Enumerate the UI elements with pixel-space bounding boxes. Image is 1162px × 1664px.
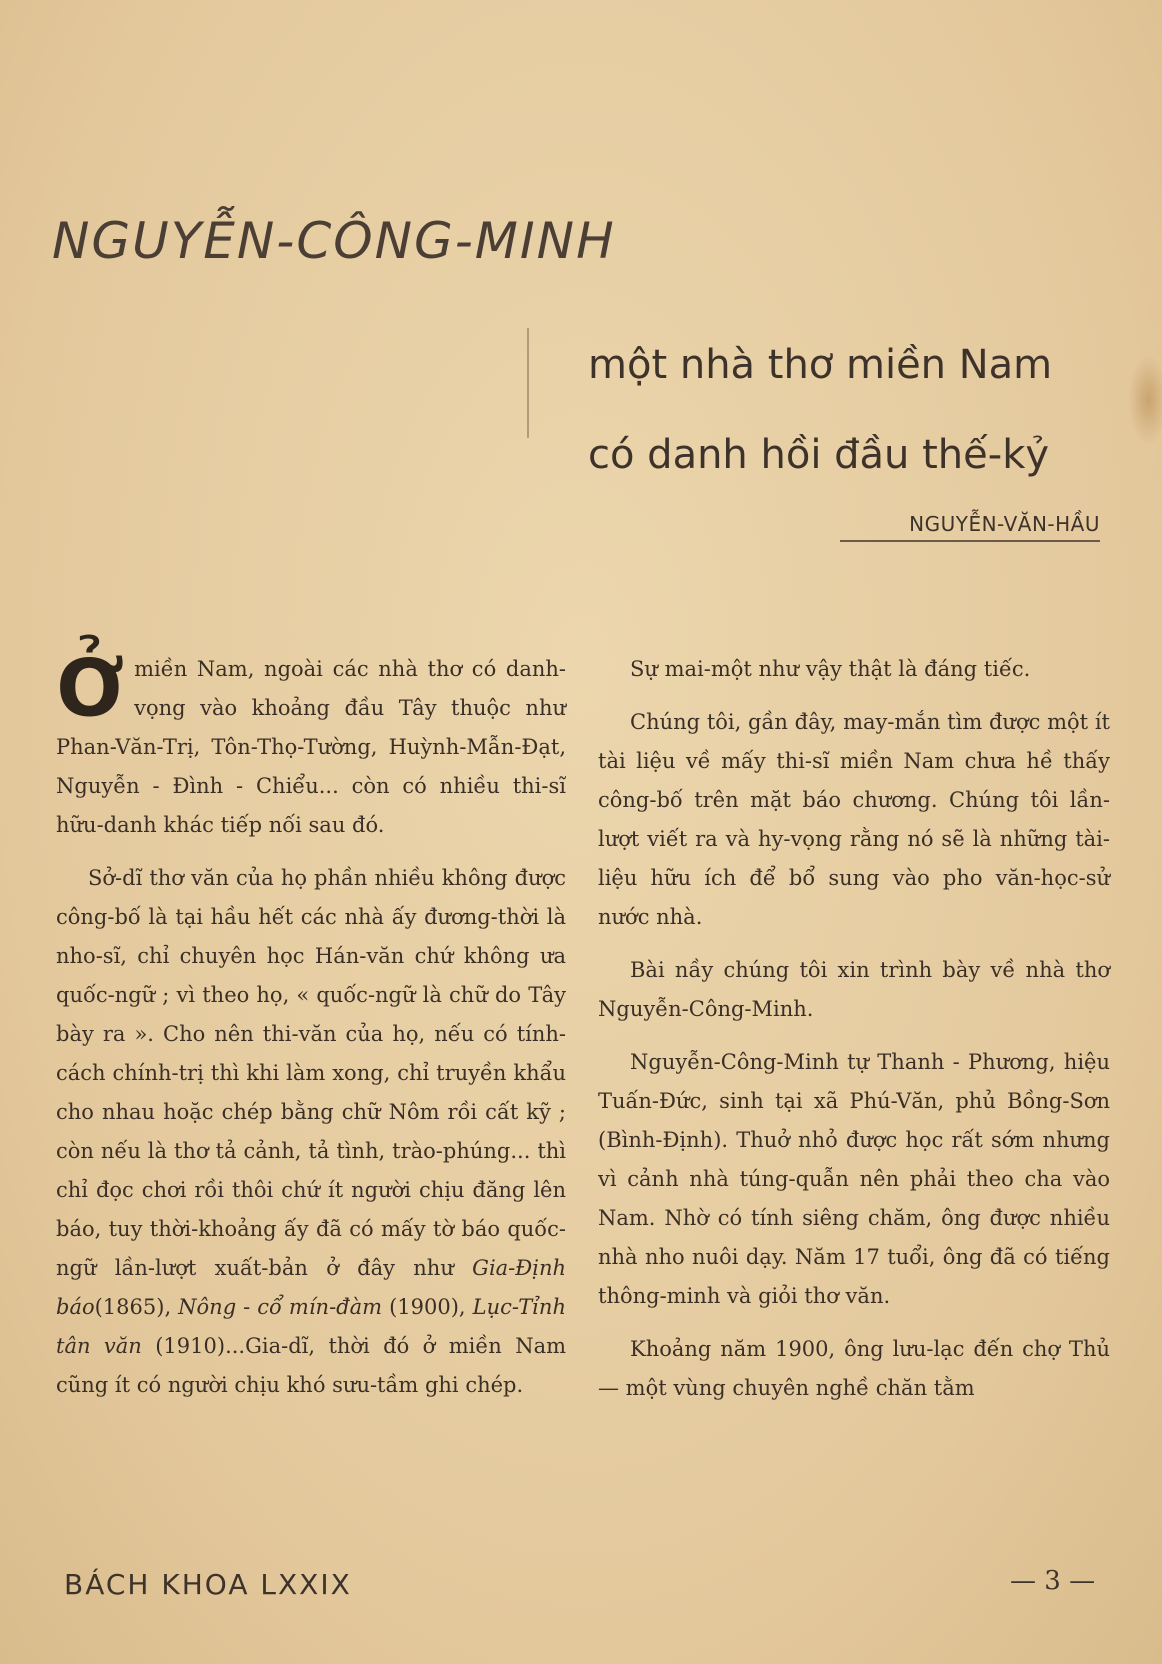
paragraph-text: (1910)...Gia-dĩ, thời đó ở miền Nam cũng ít có người chịu khó sưu-tầm ghi chép. [56, 1334, 567, 1397]
publication-name: Lục-Tỉnh tân văn [56, 1295, 566, 1358]
page-number: — 3 — [1010, 1566, 1096, 1596]
article-title: NGUYỄN-CÔNG-MINH [52, 212, 616, 270]
paragraph: Sự mai-một như vậy thật là đáng tiếc. [630, 657, 1031, 681]
drop-cap: Ở [56, 644, 125, 734]
left-column [56, 644, 567, 1419]
paragraph: Chúng tôi, gần đây, may-mắn tìm được một ít tài liệu về mấy thi-sĩ miền Nam chưa hề thấy công-bố trên mặt báo chương. Chúng tôi lần-lượt viết ra và hy-vọng rằng nó sẽ là những tài-liệu hữu ích để bổ sung vào pho văn-học-sử nước nhà. [598, 710, 1110, 929]
publication-footer: BÁCH KHOA LXXIX [64, 1568, 352, 1601]
paragraph: Nguyễn-Công-Minh tự Thanh - Phương, hiệu Tuấn-Đức, sinh tại xã Phú-Văn, phủ Bồng-Sơn (Bình-Định). Thuở nhỏ được học rất sớm nhưng vì cảnh nhà túng-quẫn nên phải theo cha vào Nam. Nhờ có tính siêng chăm, ông được nhiều nhà nho nuôi dạy. Năm 17 tuổi, ông đã có tiếng thông-minh và giỏi thơ văn. [598, 1050, 1110, 1308]
paper-stain [1128, 355, 1162, 445]
subtitle-line-1: một nhà thơ miền Nam [588, 342, 1053, 388]
paragraph-text: miền Nam, ngoài các nhà thơ có danh-vọng vào khoảng đầu Tây thuộc như Phan-Văn-Trị, Tôn-Thọ-Tường, Huỳnh-Mẫn-Đạt, Nguyễn - Đình - Chiểu... còn có nhiều thi-sĩ hữu-danh khác tiếp nối sau đó. [56, 657, 566, 837]
paragraph-text: (1900), [389, 1295, 466, 1319]
paragraph: Bài nầy chúng tôi xin trình bày về nhà thơ Nguyễn-Công-Minh. [598, 958, 1110, 1021]
paragraph-text: (1865), [94, 1295, 172, 1319]
publication-name: Gia-Định báo [56, 1256, 566, 1319]
paragraph-text: Sở-dĩ thơ văn của họ phần nhiều không được công-bố là tại hầu hết các nhà ấy đương-thời là nho-sĩ, chỉ chuyên học Hán-văn chứ không ưa quốc-ngữ ; vì theo họ, « quốc-ngữ là chữ do Tây bày ra ». Cho nên thi-văn của họ, nếu có tính-cách chính-trị thì khi làm xong, chỉ truyền khẩu cho nhau hoặc chép bằng chữ Nôm rồi cất kỹ ; còn nếu là thơ tả cảnh, tả tình, trào-phúng... thì chỉ đọc chơi rồi thôi chứ ít người chịu đăng lên báo, tuy thời-khoảng ấy đã có mấy tờ báo quốc-ngữ lần-lượt xuất-bản ở đây như [56, 866, 566, 1280]
right-column [598, 650, 1110, 1422]
author-byline: NGUYỄN-VĂN-HẦU [840, 512, 1100, 542]
publication-name: Nông - cổ mín-đàm [178, 1295, 383, 1319]
subtitle-line-2: có danh hồi đầu thế-kỷ [588, 432, 1050, 478]
paragraph [56, 644, 566, 845]
vertical-divider [527, 328, 529, 438]
article-subtitle [588, 320, 1108, 500]
paragraph [56, 859, 566, 1405]
paragraph: Khoảng năm 1900, ông lưu-lạc đến chợ Thủ — một vùng chuyên nghề chăn tằm [598, 1337, 1110, 1400]
